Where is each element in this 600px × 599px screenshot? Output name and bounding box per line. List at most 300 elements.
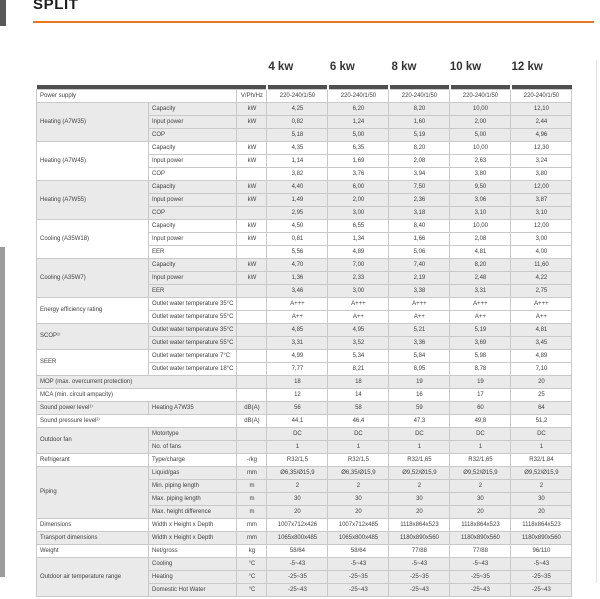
spec-value-cell: 3,80 — [511, 168, 572, 181]
spec-value-cell: 1065x800x485 — [328, 532, 389, 545]
row-sub-label: Max. piping length — [149, 493, 237, 506]
spec-value-cell: 2 — [389, 480, 450, 493]
row-sub-label: Net/gross — [149, 545, 237, 558]
spec-value-cell: 2,00 — [328, 194, 389, 207]
table-row — [37, 519, 572, 532]
row-unit: m — [237, 493, 267, 506]
table-row — [37, 220, 572, 233]
spec-value-cell: -5~43 — [267, 558, 328, 571]
row-unit — [237, 363, 267, 376]
spec-value-cell: 58 — [328, 402, 389, 415]
spec-value-cell: DC — [267, 428, 328, 441]
row-group-label: Heating (A7W45) — [37, 142, 149, 181]
spec-value-cell: 1065x800x485 — [267, 532, 328, 545]
spec-value-cell: -25~43 — [267, 584, 328, 597]
row-unit — [237, 168, 267, 181]
row-group-label: Cooling (A35W7) — [37, 259, 149, 298]
spec-value-cell: 4,40 — [267, 181, 328, 194]
spec-value-cell: A+++ — [450, 298, 511, 311]
row-unit: °C — [237, 584, 267, 597]
spec-value-cell: 220-240/1/50 — [267, 90, 328, 103]
spec-value-cell: 5,06 — [389, 246, 450, 259]
spec-table-body — [37, 90, 572, 597]
spec-value-cell: 4,25 — [267, 103, 328, 116]
table-row — [37, 90, 572, 103]
spec-value-cell: 7,77 — [267, 363, 328, 376]
row-unit: dB(A) — [237, 415, 267, 428]
spec-value-cell: 77/88 — [389, 545, 450, 558]
spec-value-cell: 8,20 — [450, 259, 511, 272]
spec-value-cell: 17 — [450, 389, 511, 402]
spec-value-cell: 10,00 — [450, 103, 511, 116]
spec-value-cell: A+++ — [328, 298, 389, 311]
spec-value-cell: 3,94 — [389, 168, 450, 181]
spec-value-cell: R32/1,65 — [389, 454, 450, 467]
row-sub-label: Input power — [149, 155, 237, 168]
spec-value-cell: DC — [328, 428, 389, 441]
spec-value-cell: 1007x712x485 — [328, 519, 389, 532]
row-group-label: Dimensions — [37, 519, 149, 532]
spec-value-cell: 20 — [511, 376, 572, 389]
spec-value-cell: 18 — [328, 376, 389, 389]
spec-value-cell: 20 — [328, 506, 389, 519]
spec-value-cell: 12 — [267, 389, 328, 402]
spec-value-cell: 58/64 — [328, 545, 389, 558]
spec-value-cell: 51,2 — [511, 415, 572, 428]
row-sub-label: COP — [149, 207, 237, 220]
spec-value-cell: 1,24 — [328, 116, 389, 129]
row-unit: kW — [237, 103, 267, 116]
spec-value-cell: 3,00 — [511, 233, 572, 246]
row-group-label: SCOP¹⁾ — [37, 324, 149, 350]
page-corner-bar — [0, 0, 6, 26]
spec-value-cell: 7,10 — [511, 363, 572, 376]
spec-value-cell: A+++ — [511, 298, 572, 311]
spec-value-cell: 77/88 — [450, 545, 511, 558]
spec-value-cell: Ø9,52/Ø15,9 — [450, 467, 511, 480]
spec-value-cell: A+++ — [267, 298, 328, 311]
spec-value-cell: 3,46 — [267, 285, 328, 298]
spec-value-cell: 5,34 — [328, 350, 389, 363]
spec-value-cell: 3,80 — [450, 168, 511, 181]
spec-value-cell: 3,24 — [511, 155, 572, 168]
spec-value-cell: 44,1 — [267, 415, 328, 428]
spec-value-cell: 1007x712x426 — [267, 519, 328, 532]
spec-value-cell: 3,36 — [389, 337, 450, 350]
row-unit — [237, 337, 267, 350]
row-unit: -/kg — [237, 454, 267, 467]
row-sub-label: Input power — [149, 194, 237, 207]
column-header: 4 kw — [268, 61, 294, 73]
spec-value-cell: R32/1,65 — [450, 454, 511, 467]
spec-value-cell: 7,00 — [328, 259, 389, 272]
spec-value-cell: -25~43 — [389, 584, 450, 597]
row-group-label: Power supply — [37, 90, 237, 103]
spec-value-cell: 1180x890x560 — [450, 532, 511, 545]
row-unit — [237, 324, 267, 337]
spec-value-cell: R32/1,5 — [328, 454, 389, 467]
table-row — [37, 142, 572, 155]
spec-value-cell: R32/1,84 — [511, 454, 572, 467]
spec-value-cell: 1,49 — [267, 194, 328, 207]
spec-value-cell: DC — [389, 428, 450, 441]
row-unit — [237, 298, 267, 311]
row-group-label: MOP (max. overcurrent protection) — [37, 376, 237, 389]
row-sub-label: Heating A7W35 — [149, 402, 237, 415]
spec-value-cell: 220-240/1/50 — [450, 90, 511, 103]
spec-value-cell: 3,18 — [389, 207, 450, 220]
spec-value-cell: 7,50 — [389, 181, 450, 194]
spec-value-cell: 1,36 — [267, 272, 328, 285]
row-sub-label: EER — [149, 246, 237, 259]
spec-value-cell: 3,31 — [267, 337, 328, 350]
spec-value-cell: -25~35 — [267, 571, 328, 584]
spec-value-cell: -25~35 — [328, 571, 389, 584]
row-unit: dB(A) — [237, 402, 267, 415]
row-unit: kW — [237, 155, 267, 168]
column-header: 10 kw — [449, 61, 482, 73]
spec-value-cell: 2,95 — [267, 207, 328, 220]
spec-value-cell: -5~43 — [389, 558, 450, 571]
row-unit: kW — [237, 181, 267, 194]
spec-value-cell: 2,48 — [450, 272, 511, 285]
spec-value-cell: 5,21 — [389, 324, 450, 337]
row-unit: V/Ph/Hz — [237, 90, 267, 103]
spec-value-cell: 58/64 — [267, 545, 328, 558]
spec-value-cell: A++ — [267, 311, 328, 324]
spec-value-cell: 4,81 — [450, 246, 511, 259]
spec-value-cell: 8,95 — [389, 363, 450, 376]
spec-value-cell: -25~35 — [511, 571, 572, 584]
table-row — [37, 389, 572, 402]
spec-table — [36, 85, 572, 597]
row-unit: m — [237, 506, 267, 519]
spec-value-cell: 2,44 — [511, 116, 572, 129]
spec-value-cell: 2,33 — [328, 272, 389, 285]
row-unit — [237, 285, 267, 298]
spec-value-cell: 1,60 — [389, 116, 450, 129]
spec-value-cell: 30 — [450, 493, 511, 506]
table-row — [37, 454, 572, 467]
row-unit: mm — [237, 532, 267, 545]
row-sub-label: Width x Height x Depth — [149, 532, 237, 545]
spec-value-cell: 2 — [267, 480, 328, 493]
spec-value-cell: 6,35 — [328, 142, 389, 155]
table-row — [37, 467, 572, 480]
page-side-bar — [0, 247, 5, 577]
row-sub-label: Input power — [149, 233, 237, 246]
spec-value-cell: 19 — [389, 376, 450, 389]
spec-value-cell: 1118x864x523 — [389, 519, 450, 532]
row-unit — [237, 246, 267, 259]
table-row — [37, 324, 572, 337]
spec-value-cell: -25~35 — [389, 571, 450, 584]
row-group-label: Transport dimensions — [37, 532, 149, 545]
table-row — [37, 558, 572, 571]
page-title: SPLIT — [33, 0, 79, 13]
spec-value-cell: 2 — [511, 480, 572, 493]
spec-value-cell: 8,20 — [389, 142, 450, 155]
column-header: 6 kw — [329, 61, 355, 73]
row-sub-label: Capacity — [149, 181, 237, 194]
spec-value-cell: DC — [450, 428, 511, 441]
spec-value-cell: 12,30 — [511, 142, 572, 155]
column-header: 8 kw — [391, 61, 417, 73]
spec-value-cell: 64 — [511, 402, 572, 415]
spec-value-cell: A++ — [328, 311, 389, 324]
spec-value-cell: 1180x890x560 — [389, 532, 450, 545]
spec-value-cell: 3,87 — [511, 194, 572, 207]
spec-value-cell: 4,99 — [267, 350, 328, 363]
column-header: 12 kw — [511, 61, 543, 73]
row-sub-label: Outlet water temperature 55°C — [149, 311, 237, 324]
spec-value-cell: 11,60 — [511, 259, 572, 272]
row-sub-label: Motortype — [149, 428, 237, 441]
row-unit: kW — [237, 272, 267, 285]
row-group-label: SEER — [37, 350, 149, 376]
row-unit: m — [237, 480, 267, 493]
row-sub-label: Max. height difference — [149, 506, 237, 519]
spec-value-cell: 19 — [450, 376, 511, 389]
spec-value-cell: 3,00 — [328, 207, 389, 220]
row-unit: kW — [237, 233, 267, 246]
spec-value-cell: 6,00 — [328, 181, 389, 194]
table-row — [37, 532, 572, 545]
row-unit: kW — [237, 116, 267, 129]
row-unit: kW — [237, 194, 267, 207]
spec-value-cell: 18 — [267, 376, 328, 389]
column-headers — [250, 61, 558, 73]
spec-value-cell: 4,00 — [511, 246, 572, 259]
spec-value-cell: 2,08 — [450, 233, 511, 246]
spec-value-cell: 1,66 — [389, 233, 450, 246]
spec-value-cell: 4,35 — [267, 142, 328, 155]
row-unit — [237, 441, 267, 454]
spec-value-cell: Ø9,52/Ø15,9 — [389, 467, 450, 480]
spec-value-cell: 6,20 — [328, 103, 389, 116]
spec-value-cell: 2,36 — [389, 194, 450, 207]
spec-value-cell: 5,00 — [328, 129, 389, 142]
spec-value-cell: 59 — [389, 402, 450, 415]
row-unit — [237, 311, 267, 324]
spec-value-cell: 20 — [267, 506, 328, 519]
spec-value-cell: 25 — [511, 389, 572, 402]
spec-value-cell: 49,8 — [450, 415, 511, 428]
spec-value-cell: 3,38 — [389, 285, 450, 298]
spec-value-cell: 0,81 — [267, 233, 328, 246]
spec-value-cell: 220-240/1/50 — [328, 90, 389, 103]
row-unit — [237, 389, 267, 402]
spec-value-cell: 220-240/1/50 — [511, 90, 572, 103]
spec-value-cell: 30 — [511, 493, 572, 506]
row-group-label: Sound pressure level²⁾ — [37, 415, 237, 428]
spec-value-cell: 4,96 — [511, 129, 572, 142]
spec-value-cell: 6,55 — [328, 220, 389, 233]
row-group-label: MCA (min. circuit ampacity) — [37, 389, 237, 402]
spec-table-wrap — [36, 85, 572, 597]
spec-value-cell: 3,69 — [450, 337, 511, 350]
spec-value-cell: 5,19 — [450, 324, 511, 337]
row-sub-label: Width x Height x Depth — [149, 519, 237, 532]
spec-value-cell: 5,56 — [267, 246, 328, 259]
spec-value-cell: 10,00 — [450, 220, 511, 233]
spec-value-cell: 20 — [389, 506, 450, 519]
title-accent-rule — [33, 21, 594, 23]
spec-value-cell: 1,34 — [328, 233, 389, 246]
row-sub-label: Type/charge — [149, 454, 237, 467]
spec-value-cell: 8,21 — [328, 363, 389, 376]
spec-value-cell: DC — [511, 428, 572, 441]
row-sub-label: Capacity — [149, 259, 237, 272]
row-sub-label: Capacity — [149, 220, 237, 233]
spec-value-cell: 2,75 — [511, 285, 572, 298]
row-sub-label: Outlet water temperature 7°C — [149, 350, 237, 363]
row-unit: mm — [237, 467, 267, 480]
spec-value-cell: 3,00 — [328, 285, 389, 298]
spec-value-cell: 56 — [267, 402, 328, 415]
spec-value-cell: 4,81 — [511, 324, 572, 337]
row-group-label: Outdoor fan — [37, 428, 149, 454]
spec-value-cell: 3,31 — [450, 285, 511, 298]
row-unit — [237, 207, 267, 220]
spec-value-cell: 4,95 — [328, 324, 389, 337]
table-row — [37, 428, 572, 441]
spec-value-cell: Ø6,35/Ø15,9 — [267, 467, 328, 480]
spec-value-cell: 8,40 — [389, 220, 450, 233]
spec-value-cell: 2,63 — [450, 155, 511, 168]
spec-value-cell: 47,3 — [389, 415, 450, 428]
spec-value-cell: 1118x864x523 — [511, 519, 572, 532]
spec-value-cell: 3,06 — [450, 194, 511, 207]
spec-value-cell: 3,82 — [267, 168, 328, 181]
spec-value-cell: A+++ — [389, 298, 450, 311]
spec-value-cell: 4,22 — [511, 272, 572, 285]
row-group-label: Outdoor air temperature range — [37, 558, 149, 597]
spec-value-cell: 4,89 — [511, 350, 572, 363]
spec-value-cell: 220-240/1/50 — [389, 90, 450, 103]
row-group-label: Refrigerant — [37, 454, 149, 467]
spec-value-cell: 1 — [328, 441, 389, 454]
spec-value-cell: -5~43 — [511, 558, 572, 571]
spec-value-cell: 5,00 — [450, 129, 511, 142]
row-unit — [237, 428, 267, 441]
spec-value-cell: R32/1,5 — [267, 454, 328, 467]
row-sub-label: Heating — [149, 571, 237, 584]
spec-value-cell: 46,4 — [328, 415, 389, 428]
spec-value-cell: -5~43 — [450, 558, 511, 571]
spec-value-cell: 30 — [267, 493, 328, 506]
row-sub-label: COP — [149, 168, 237, 181]
spec-value-cell: 5,98 — [450, 350, 511, 363]
table-row — [37, 545, 572, 558]
row-unit: kW — [237, 142, 267, 155]
spec-value-cell: 3,10 — [450, 207, 511, 220]
spec-value-cell: 3,45 — [511, 337, 572, 350]
spec-value-cell: 20 — [450, 506, 511, 519]
spec-value-cell: 2,19 — [389, 272, 450, 285]
spec-value-cell: 3,10 — [511, 207, 572, 220]
table-row — [37, 298, 572, 311]
spec-value-cell: 7,40 — [389, 259, 450, 272]
row-group-label: Cooling (A35W18) — [37, 220, 149, 259]
spec-value-cell: -25~43 — [328, 584, 389, 597]
spec-value-cell: 2 — [328, 480, 389, 493]
spec-value-cell: -25~43 — [450, 584, 511, 597]
spec-value-cell: A++ — [511, 311, 572, 324]
spec-value-cell: 4,70 — [267, 259, 328, 272]
spec-value-cell: 8,20 — [389, 103, 450, 116]
table-row — [37, 415, 572, 428]
row-group-label: Sound power level¹⁾ — [37, 402, 149, 415]
spec-value-cell: 5,19 — [389, 129, 450, 142]
spec-value-cell: 30 — [389, 493, 450, 506]
spec-value-cell: 2,00 — [450, 116, 511, 129]
row-unit: °C — [237, 558, 267, 571]
spec-value-cell: 16 — [389, 389, 450, 402]
row-sub-label: No. of fans — [149, 441, 237, 454]
row-sub-label: Cooling — [149, 558, 237, 571]
table-row — [37, 181, 572, 194]
row-unit: kW — [237, 259, 267, 272]
spec-value-cell: 1 — [267, 441, 328, 454]
row-unit: mm — [237, 519, 267, 532]
spec-value-cell: 5,18 — [267, 129, 328, 142]
row-sub-label: Domestic Hot Water — [149, 584, 237, 597]
spec-value-cell: 1118x864x523 — [450, 519, 511, 532]
row-sub-label: Capacity — [149, 103, 237, 116]
spec-value-cell: 12,00 — [511, 220, 572, 233]
spec-value-cell: 9,50 — [450, 181, 511, 194]
spec-value-cell: 4,89 — [328, 246, 389, 259]
spec-value-cell: 3,76 — [328, 168, 389, 181]
row-unit: °C — [237, 571, 267, 584]
spec-value-cell: 4,50 — [267, 220, 328, 233]
row-sub-label: COP — [149, 129, 237, 142]
row-group-label: Piping — [37, 467, 149, 519]
row-sub-label: EER — [149, 285, 237, 298]
spec-value-cell: 1 — [511, 441, 572, 454]
row-sub-label: Liquid/gas — [149, 467, 237, 480]
row-sub-label: Capacity — [149, 142, 237, 155]
spec-value-cell: Ø9,52/Ø15,9 — [511, 467, 572, 480]
spec-value-cell: A++ — [389, 311, 450, 324]
spec-value-cell: 20 — [511, 506, 572, 519]
spec-value-cell: 3,52 — [328, 337, 389, 350]
spec-value-cell: 2,08 — [389, 155, 450, 168]
row-group-label: Heating (A7W55) — [37, 181, 149, 220]
row-sub-label: Outlet water temperature 35°C — [149, 324, 237, 337]
spec-value-cell: -25~43 — [511, 584, 572, 597]
row-group-label: Heating (A7W35) — [37, 103, 149, 142]
row-sub-label: Input power — [149, 116, 237, 129]
spec-value-cell: 1,69 — [328, 155, 389, 168]
spec-value-cell: 1180x890x560 — [511, 532, 572, 545]
row-unit — [237, 129, 267, 142]
spec-value-cell: 4,85 — [267, 324, 328, 337]
table-row — [37, 350, 572, 363]
row-unit: kg — [237, 545, 267, 558]
table-row — [37, 259, 572, 272]
row-sub-label: Outlet water temperature 35°C — [149, 298, 237, 311]
row-unit — [237, 376, 267, 389]
spec-value-cell: 12,00 — [511, 181, 572, 194]
spec-value-cell: 14 — [328, 389, 389, 402]
table-row — [37, 376, 572, 389]
spec-value-cell: 1,14 — [267, 155, 328, 168]
row-group-label: Energy efficiency rating — [37, 298, 149, 324]
spec-value-cell: 5,84 — [389, 350, 450, 363]
row-sub-label: Min. piping length — [149, 480, 237, 493]
